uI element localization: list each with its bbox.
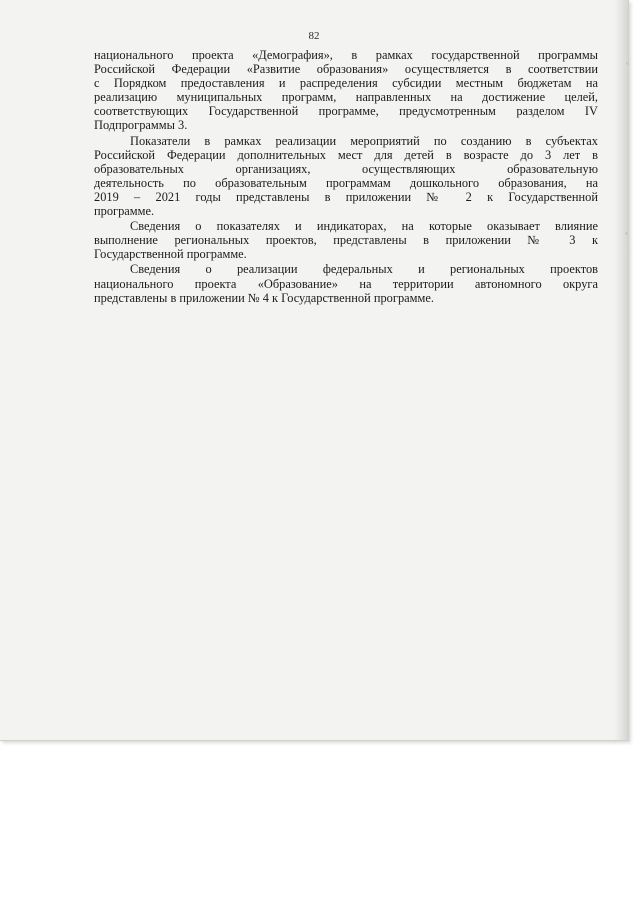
scan-speck bbox=[625, 232, 628, 235]
paragraph bbox=[94, 134, 598, 219]
text-line: деятельность по образовательным программам дошкольного образования, на bbox=[94, 175, 598, 190]
scan-speck bbox=[626, 62, 629, 65]
text-line: представлены в приложении № 4 к Государственной программе. bbox=[94, 290, 434, 305]
text-line: соответствующих Государственной программе, предусмотренным разделом IV bbox=[94, 104, 598, 119]
paragraph bbox=[94, 48, 598, 133]
text-line: программе. bbox=[94, 204, 155, 219]
text-line: Российской Федерации «Развитие образования» осуществляется в соответствии bbox=[94, 62, 598, 77]
text-line: Сведения о показателях и индикаторах, на которые оказывает влияние bbox=[130, 219, 598, 234]
text-line: образовательных организациях, осуществляющих образовательную bbox=[94, 161, 598, 176]
text-line: с Порядком предоставления и распределения субсидии местным бюджетам на bbox=[94, 76, 598, 91]
paragraph bbox=[94, 219, 598, 261]
text-line: Подпрограммы 3. bbox=[94, 118, 188, 133]
text-line: Показатели в рамках реализации мероприятий по созданию в субъектах bbox=[130, 133, 598, 148]
page-number: 82 bbox=[308, 30, 320, 42]
text-line: Сведения о реализации федеральных и региональных проектов bbox=[130, 262, 598, 277]
text-line: Российской Федерации дополнительных мест для детей в возрасте до 3 лет в bbox=[94, 147, 598, 162]
text-line: национального проекта «Демография», в рамках государственной программы bbox=[94, 48, 598, 62]
text-line: национального проекта «Образование» на территории автономного округа bbox=[94, 276, 598, 291]
paragraph bbox=[94, 262, 598, 304]
text-line: Государственной программе. bbox=[94, 247, 247, 262]
page-edge-shadow bbox=[614, 0, 628, 740]
text-line: выполнение региональных проектов, представлены в приложении № 3 к bbox=[94, 233, 598, 248]
text-line: 2019 – 2021 годы представлены в приложении № 2 к Государственной bbox=[94, 189, 598, 204]
text-line: реализацию муниципальных программ, направленных на достижение целей, bbox=[94, 90, 598, 105]
document-body bbox=[94, 48, 598, 306]
